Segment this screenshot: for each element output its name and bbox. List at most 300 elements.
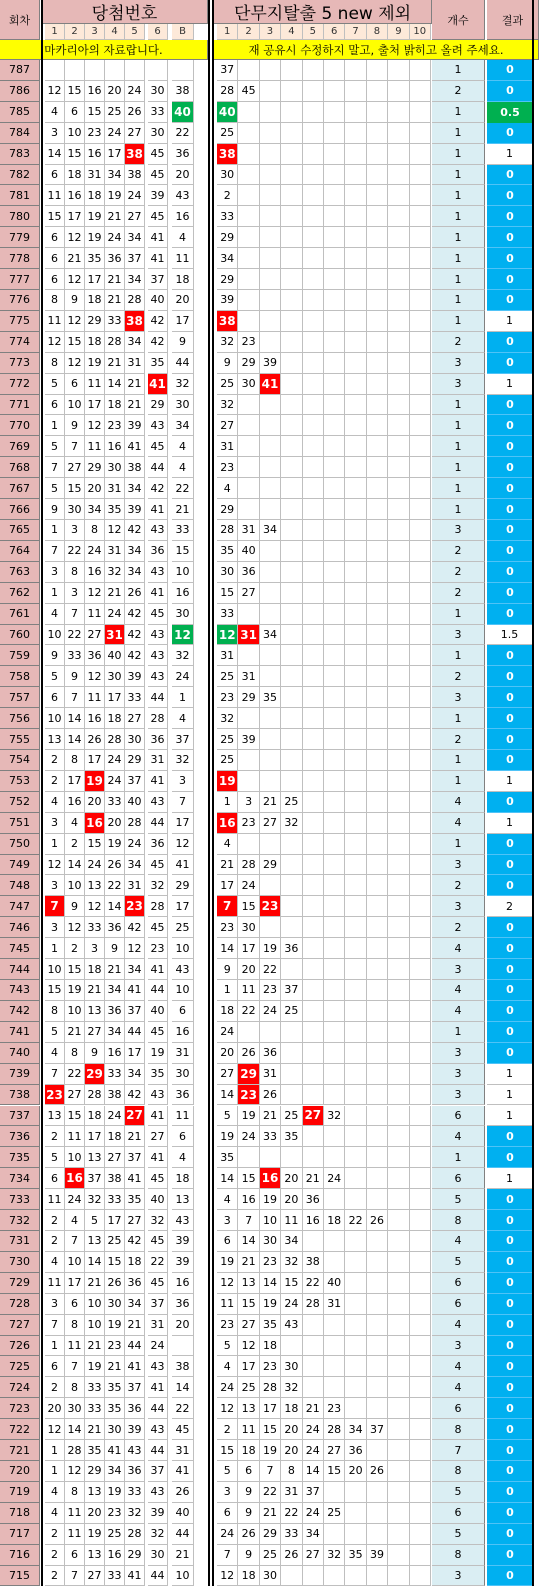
excluded-number: [410, 227, 431, 248]
bonus-number: 22: [172, 478, 194, 499]
count-value: 4: [432, 1126, 485, 1147]
count-value: 4: [432, 813, 485, 834]
excluded-number: [345, 583, 366, 604]
excluded-number: [388, 729, 409, 750]
excluded-number: [410, 938, 431, 959]
excluded-number: [345, 771, 366, 792]
excluded-number: 14: [238, 1231, 259, 1252]
winning-number: 8: [85, 520, 105, 541]
winning-number: 7: [65, 1356, 85, 1377]
exclusion-column-header: 9: [388, 24, 409, 40]
result-value: 0.5: [487, 102, 533, 123]
winning-number: 44: [125, 1022, 145, 1043]
excluded-number: [324, 206, 345, 227]
winning-number: 27: [125, 206, 145, 227]
excluded-number: [303, 332, 324, 353]
winning-number: 10: [65, 123, 85, 144]
excluded-number: [367, 1106, 388, 1127]
winning-number: 11: [45, 1273, 65, 1294]
excluded-number: [281, 959, 302, 980]
winning-number: 34: [105, 980, 125, 1001]
bonus-number: 21: [172, 499, 194, 520]
bonus-number: 39: [172, 1231, 194, 1252]
excluded-number: 12: [217, 1273, 238, 1294]
excluded-number: 20: [345, 1461, 366, 1482]
result-value: 0: [487, 1440, 533, 1461]
excluded-number: [367, 81, 388, 102]
excluded-number: 12: [217, 625, 238, 646]
excluded-number: [324, 248, 345, 269]
excluded-number: 12: [217, 1398, 238, 1419]
excluded-number: 21: [303, 1398, 324, 1419]
winning-number: 11: [85, 374, 105, 395]
excluded-number: [345, 834, 366, 855]
excluded-number: [345, 708, 366, 729]
excluded-number: 14: [260, 1273, 281, 1294]
excluded-number: [388, 855, 409, 876]
excluded-number: 15: [238, 896, 259, 917]
winning-number: 32: [105, 562, 125, 583]
excluded-number: [367, 457, 388, 478]
excluded-number: [410, 813, 431, 834]
bonus-number: 44: [172, 1524, 194, 1545]
excluded-number: [260, 436, 281, 457]
excluded-number: [410, 1503, 431, 1524]
winning-number: 41: [125, 1168, 145, 1189]
winning-number: 17: [105, 1210, 125, 1231]
winning-number: 17: [85, 269, 105, 290]
excluded-number: 32: [217, 395, 238, 416]
excluded-number: [367, 583, 388, 604]
excluded-number: 8: [281, 1461, 302, 1482]
winning-number: 24: [105, 750, 125, 771]
result-value: 0: [487, 541, 533, 562]
excluded-number: [324, 499, 345, 520]
excluded-number: 29: [238, 353, 259, 374]
excluded-number: [345, 980, 366, 1001]
excluded-number: [388, 520, 409, 541]
excluded-number: [388, 980, 409, 1001]
excluded-number: [410, 290, 431, 311]
winning-number: 34: [125, 959, 145, 980]
winning-number: 24: [105, 604, 125, 625]
exclusion-column-header: 2: [238, 24, 259, 40]
excluded-number: [388, 457, 409, 478]
bonus-number: 30: [172, 604, 194, 625]
winning-number: 19: [85, 353, 105, 374]
winning-number: 9: [45, 645, 65, 666]
winning-number: 34: [105, 165, 125, 186]
winning-number: 21: [85, 1419, 105, 1440]
excluded-number: [345, 436, 366, 457]
round-number: 752: [0, 792, 40, 813]
excluded-number: 11: [281, 1210, 302, 1231]
excluded-number: [345, 1064, 366, 1085]
excluded-number: [303, 604, 324, 625]
result-value: 0: [487, 1524, 533, 1545]
winning-number: 36: [105, 917, 125, 938]
winning-number: 21: [105, 290, 125, 311]
excluded-number: [367, 708, 388, 729]
winning-number: 40: [148, 1001, 168, 1022]
excluded-number: [324, 1482, 345, 1503]
count-value: 1: [432, 185, 485, 206]
winning-number: 5: [85, 1210, 105, 1231]
excluded-number: [410, 771, 431, 792]
winning-number: 12: [45, 855, 65, 876]
winning-number: 35: [125, 1189, 145, 1210]
winning-number: 7: [45, 541, 65, 562]
excluded-number: [367, 1377, 388, 1398]
bonus-number: 6: [172, 1001, 194, 1022]
winning-number: 40: [148, 1189, 168, 1210]
exclusion-column-header: 6: [324, 24, 345, 40]
result-value: 0: [487, 206, 533, 227]
excluded-number: 35: [260, 687, 281, 708]
excluded-number: 27: [238, 1315, 259, 1336]
winning-number: 17: [65, 771, 85, 792]
count-value: 1: [432, 311, 485, 332]
result-value: 0: [487, 1022, 533, 1043]
winning-number: 29: [85, 311, 105, 332]
winning-number: 27: [125, 1106, 145, 1127]
winning-number: 12: [65, 269, 85, 290]
round-number: 736: [0, 1126, 40, 1147]
excluded-number: [410, 1419, 431, 1440]
winning-number: 1: [45, 1461, 65, 1482]
result-value: 0: [487, 1503, 533, 1524]
winning-number: 14: [105, 374, 125, 395]
bonus-number: 10: [172, 1566, 194, 1587]
excluded-number: [410, 1231, 431, 1252]
excluded-number: [303, 123, 324, 144]
excluded-number: [388, 269, 409, 290]
count-value: 2: [432, 875, 485, 896]
excluded-number: [410, 1398, 431, 1419]
excluded-number: 11: [238, 980, 259, 1001]
round-number: 755: [0, 729, 40, 750]
excluded-number: [324, 604, 345, 625]
round-number: 767: [0, 478, 40, 499]
excluded-number: [260, 834, 281, 855]
winning-number: 20: [45, 1398, 65, 1419]
excluded-number: [388, 1126, 409, 1147]
excluded-number: [388, 583, 409, 604]
count-value: 4: [432, 1377, 485, 1398]
winning-number: 37: [125, 771, 145, 792]
winning-number: 36: [148, 729, 168, 750]
winning-number: 35: [105, 1398, 125, 1419]
excluded-number: 25: [217, 666, 238, 687]
excluded-number: [388, 1377, 409, 1398]
winning-number: 41: [125, 436, 145, 457]
winning-number: 15: [65, 144, 85, 165]
winning-number: 9: [105, 938, 125, 959]
winning-number: 7: [65, 687, 85, 708]
excluded-number: [345, 457, 366, 478]
excluded-number: 10: [260, 1210, 281, 1231]
excluded-number: [367, 1440, 388, 1461]
result-value: 0: [487, 457, 533, 478]
excluded-number: 2: [217, 185, 238, 206]
excluded-number: [367, 1336, 388, 1357]
winning-number: 2: [45, 1210, 65, 1231]
winning-number: 11: [45, 185, 65, 206]
winning-number: 1: [45, 834, 65, 855]
winning-number: 2: [65, 834, 85, 855]
excluded-number: [303, 520, 324, 541]
bonus-number: 16: [172, 583, 194, 604]
winning-number: 7: [65, 1566, 85, 1587]
excluded-number: 34: [281, 1231, 302, 1252]
excluded-number: [281, 374, 302, 395]
excluded-number: [345, 1273, 366, 1294]
excluded-number: [345, 1294, 366, 1315]
excluded-number: [367, 896, 388, 917]
result-value: 0: [487, 1545, 533, 1566]
excluded-number: 11: [217, 1294, 238, 1315]
round-number: 768: [0, 457, 40, 478]
winning-number: 38: [125, 457, 145, 478]
count-value: 6: [432, 1168, 485, 1189]
excluded-number: [324, 1231, 345, 1252]
winning-number: [45, 60, 65, 81]
excluded-number: [367, 1064, 388, 1085]
excluded-number: 19: [260, 1294, 281, 1315]
winning-number: 10: [65, 875, 85, 896]
excluded-number: [388, 1336, 409, 1357]
winning-number: 14: [85, 1252, 105, 1273]
excluded-number: [410, 1001, 431, 1022]
winning-number: 24: [105, 227, 125, 248]
excluded-number: 15: [238, 1168, 259, 1189]
round-number: 766: [0, 499, 40, 520]
excluded-number: 31: [324, 1294, 345, 1315]
count-value: 4: [432, 1001, 485, 1022]
excluded-number: [260, 415, 281, 436]
excluded-number: [303, 645, 324, 666]
winning-number: 15: [105, 1252, 125, 1273]
excluded-number: [367, 123, 388, 144]
excluded-number: [388, 708, 409, 729]
excluded-number: 25: [217, 374, 238, 395]
winning-number: 9: [65, 290, 85, 311]
count-value: 3: [432, 1336, 485, 1357]
winning-number: 12: [45, 1419, 65, 1440]
bonus-number: 32: [172, 645, 194, 666]
round-number: 737: [0, 1106, 40, 1127]
count-value: 3: [432, 1085, 485, 1106]
round-number: 723: [0, 1398, 40, 1419]
excluded-number: [281, 311, 302, 332]
round-number: 751: [0, 813, 40, 834]
excluded-number: 35: [345, 1545, 366, 1566]
winning-number: 13: [85, 1482, 105, 1503]
excluded-number: 33: [260, 1126, 281, 1147]
excluded-number: [388, 896, 409, 917]
winning-number: 5: [45, 1147, 65, 1168]
winning-number: 1: [45, 520, 65, 541]
excluded-number: 34: [303, 1524, 324, 1545]
excluded-number: [303, 750, 324, 771]
excluded-number: [367, 875, 388, 896]
excluded-number: [410, 1273, 431, 1294]
excluded-number: 26: [260, 1085, 281, 1106]
excluded-number: [281, 875, 302, 896]
winning-number: 8: [65, 750, 85, 771]
winning-number: 33: [85, 1377, 105, 1398]
excluded-number: 14: [303, 1461, 324, 1482]
winning-number: 30: [105, 1419, 125, 1440]
excluded-number: [303, 1356, 324, 1377]
excluded-number: 39: [367, 1545, 388, 1566]
excluded-number: [367, 729, 388, 750]
count-header: 개수: [432, 0, 485, 40]
excluded-number: [345, 1398, 366, 1419]
winning-number: 5: [45, 374, 65, 395]
excluded-number: [388, 185, 409, 206]
winning-number: 34: [125, 855, 145, 876]
result-value: 0: [487, 1482, 533, 1503]
result-value: 0: [487, 834, 533, 855]
excluded-number: [345, 227, 366, 248]
excluded-number: 18: [281, 1398, 302, 1419]
winning-number: 21: [85, 1336, 105, 1357]
excluded-number: [410, 457, 431, 478]
excluded-number: 23: [238, 813, 259, 834]
winning-number: 8: [65, 562, 85, 583]
excluded-number: [388, 290, 409, 311]
excluded-number: [367, 1189, 388, 1210]
winning-number: 41: [105, 1440, 125, 1461]
excluded-number: [367, 1356, 388, 1377]
count-value: 3: [432, 625, 485, 646]
excluded-number: [388, 1210, 409, 1231]
excluded-number: [367, 541, 388, 562]
excluded-number: 31: [281, 1482, 302, 1503]
winning-number: 16: [105, 1043, 125, 1064]
winning-number: 20: [105, 81, 125, 102]
result-value: 0: [487, 1126, 533, 1147]
winning-number: 29: [125, 750, 145, 771]
excluded-number: 26: [281, 1545, 302, 1566]
excluded-number: [345, 1231, 366, 1252]
winning-number: 23: [85, 123, 105, 144]
result-value: 0: [487, 562, 533, 583]
winning-number: 24: [125, 81, 145, 102]
winning-number: 37: [125, 1377, 145, 1398]
column-divider: [532, 0, 534, 1586]
excluded-number: [367, 1252, 388, 1273]
winning-number: 45: [148, 144, 168, 165]
winning-number: 32: [148, 1524, 168, 1545]
excluded-number: [281, 1147, 302, 1168]
number-column-header: 3: [85, 24, 105, 40]
excluded-number: 4: [217, 1189, 238, 1210]
winning-number: 22: [148, 1252, 168, 1273]
excluded-number: [324, 81, 345, 102]
excluded-number: [410, 1022, 431, 1043]
excluded-number: [303, 269, 324, 290]
result-value: 0: [487, 645, 533, 666]
result-value: 0: [487, 1210, 533, 1231]
excluded-number: [281, 123, 302, 144]
winning-number: 22: [65, 541, 85, 562]
excluded-number: 14: [217, 938, 238, 959]
round-number: 783: [0, 144, 40, 165]
excluded-number: [260, 729, 281, 750]
excluded-number: [410, 1461, 431, 1482]
round-header: 회차: [0, 0, 40, 40]
excluded-number: [367, 374, 388, 395]
winning-number: 9: [65, 415, 85, 436]
excluded-number: [281, 666, 302, 687]
winning-number: 42: [125, 604, 145, 625]
excluded-number: 32: [217, 332, 238, 353]
excluded-number: [367, 980, 388, 1001]
winning-number: 6: [45, 1356, 65, 1377]
bonus-number: 16: [172, 1273, 194, 1294]
winning-number: 18: [85, 1106, 105, 1127]
winning-number: 34: [125, 1294, 145, 1315]
winning-number: 27: [65, 457, 85, 478]
winning-number: 45: [148, 855, 168, 876]
excluded-number: [345, 290, 366, 311]
excluded-number: 14: [217, 1085, 238, 1106]
winning-number: 42: [125, 1231, 145, 1252]
winning-number: 20: [85, 1503, 105, 1524]
winning-number: 32: [148, 875, 168, 896]
excluded-number: 31: [217, 436, 238, 457]
excluded-number: 24: [217, 1377, 238, 1398]
winning-number: 15: [65, 81, 85, 102]
excluded-number: [345, 60, 366, 81]
excluded-number: 23: [217, 1315, 238, 1336]
winning-number: 23: [105, 1503, 125, 1524]
winning-number: 35: [105, 499, 125, 520]
round-number: 729: [0, 1273, 40, 1294]
winning-number: 25: [105, 102, 125, 123]
winning-number: 1: [45, 1336, 65, 1357]
winning-number: 23: [105, 415, 125, 436]
excluded-number: 32: [281, 1377, 302, 1398]
excluded-number: 20: [281, 1440, 302, 1461]
excluded-number: 27: [217, 415, 238, 436]
excluded-number: [367, 1001, 388, 1022]
excluded-number: [388, 1168, 409, 1189]
excluded-number: [410, 332, 431, 353]
excluded-number: [324, 541, 345, 562]
bonus-number: 45: [172, 1419, 194, 1440]
winning-number: 2: [65, 938, 85, 959]
excluded-number: 23: [238, 332, 259, 353]
count-value: 3: [432, 1566, 485, 1587]
excluded-number: [410, 1168, 431, 1189]
winning-number: 45: [148, 165, 168, 186]
excluded-number: [324, 478, 345, 499]
winning-number: 38: [125, 311, 145, 332]
winning-number: 26: [125, 583, 145, 604]
bonus-number: 32: [172, 374, 194, 395]
excluded-number: [345, 729, 366, 750]
bonus-number: 36: [172, 1085, 194, 1106]
excluded-number: [410, 1189, 431, 1210]
bonus-number: 40: [172, 102, 194, 123]
winning-number: 3: [65, 583, 85, 604]
count-value: 1: [432, 206, 485, 227]
count-value: 1: [432, 165, 485, 186]
excluded-number: [345, 353, 366, 374]
